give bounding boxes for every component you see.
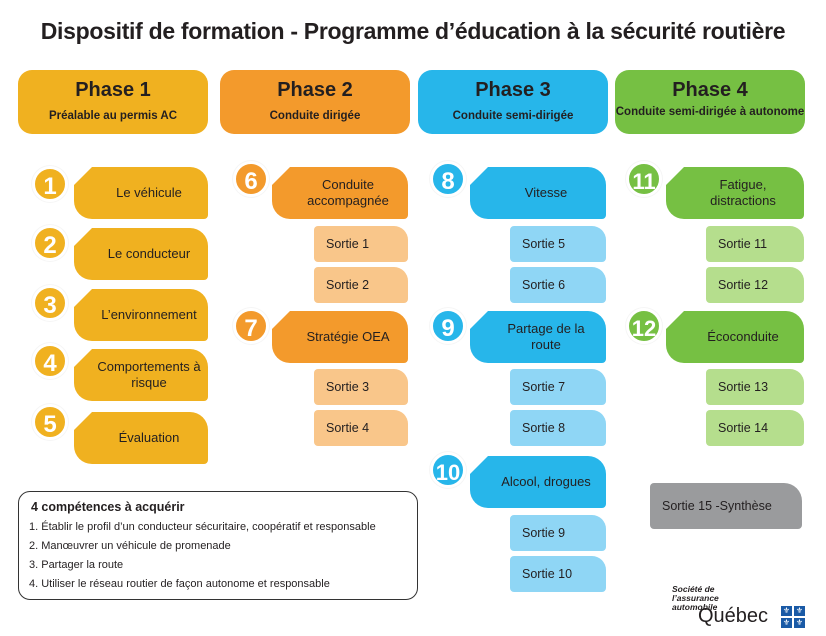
module-5-number: 5 [32,404,68,440]
phase-2-header [220,70,410,134]
sortie-3: Sortie 3 [314,369,408,405]
module-11-tag: Fatigue, distractions [666,167,804,219]
fleur-de-lis-icon: ⚜ [795,618,804,627]
sortie-4: Sortie 4 [314,410,408,446]
sortie-7: Sortie 7 [510,369,606,405]
sortie-15-synthese: Sortie 15 -Synthèse [650,483,802,529]
module-11-number: 11 [626,161,662,197]
phase-3-header [418,70,608,134]
module-5-tag: Évaluation [74,412,208,464]
module-1-number: 1 [32,166,68,202]
module-6-tag: Conduite accompagnée [272,167,408,219]
quebec-flag-icon [781,606,805,628]
phase-3-subtitle: Conduite semi-dirigée [452,110,574,122]
phase-4-subtitle: Conduite semi-dirigée à autonome [615,106,805,118]
sortie-11: Sortie 11 [706,226,804,262]
module-8-tag: Vitesse [470,167,606,219]
module-1-tag: Le véhicule [74,167,208,219]
fleur-de-lis-icon: ⚜ [782,618,791,627]
legend-list [29,518,376,594]
sortie-1: Sortie 1 [314,226,408,262]
sortie-2: Sortie 2 [314,267,408,303]
phase-4-name: Phase 4 [672,79,748,101]
legend-item: 2. Manœuvrer un véhicule de promenade [29,540,231,552]
sortie-14: Sortie 14 [706,410,804,446]
phase-4-header [615,70,805,134]
quebec-wordmark: Québec [698,605,769,627]
saaq-logo-text: Société de l’assurance automobile [672,584,719,612]
module-4-number: 4 [32,343,68,379]
module-9-tag: Partage de la route [470,311,606,363]
module-7-tag: Stratégie OEA [272,311,408,363]
phase-2-subtitle: Conduite dirigée [269,110,361,122]
module-2-number: 2 [32,225,68,261]
legend-title: 4 compétences à acquérir [31,500,185,514]
sortie-10: Sortie 10 [510,556,606,592]
sortie-5: Sortie 5 [510,226,606,262]
module-6-number: 6 [233,161,269,197]
module-3-tag: L’environnement [74,289,208,341]
module-8-number: 8 [430,161,466,197]
legend-item: 3. Partager la route [29,559,124,571]
phase-1-subtitle: Préalable au permis AC [48,110,178,122]
sortie-6: Sortie 6 [510,267,606,303]
phase-2-name: Phase 2 [277,79,353,101]
sortie-9: Sortie 9 [510,515,606,551]
sortie-12: Sortie 12 [706,267,804,303]
phase-3-name: Phase 3 [475,79,551,101]
sortie-13: Sortie 13 [706,369,804,405]
phase-1-name: Phase 1 [75,79,151,101]
fleur-de-lis-icon: ⚜ [782,606,791,615]
module-9-number: 9 [430,308,466,344]
module-7-number: 7 [233,308,269,344]
sortie-8: Sortie 8 [510,410,606,446]
competences-legend [18,491,418,600]
page-title: Dispositif de formation - Programme d’éducation à la sécurité routière [40,18,786,44]
module-10-number: 10 [430,452,466,488]
module-10-tag: Alcool, drogues [470,456,606,508]
module-12-tag: Écoconduite [666,311,804,363]
phase-1-header [18,70,208,134]
fleur-de-lis-icon: ⚜ [795,606,804,615]
legend-item: 1. Établir le profil d’un conducteur sécuritaire, coopératif et responsable [29,521,376,533]
module-3-number: 3 [32,285,68,321]
legend-item: 4. Utiliser le réseau routier de façon autonome et responsable [29,578,330,590]
module-2-tag: Le conducteur [74,228,208,280]
module-12-number: 12 [626,308,662,344]
module-4-tag: Comportements à risque [74,349,208,401]
